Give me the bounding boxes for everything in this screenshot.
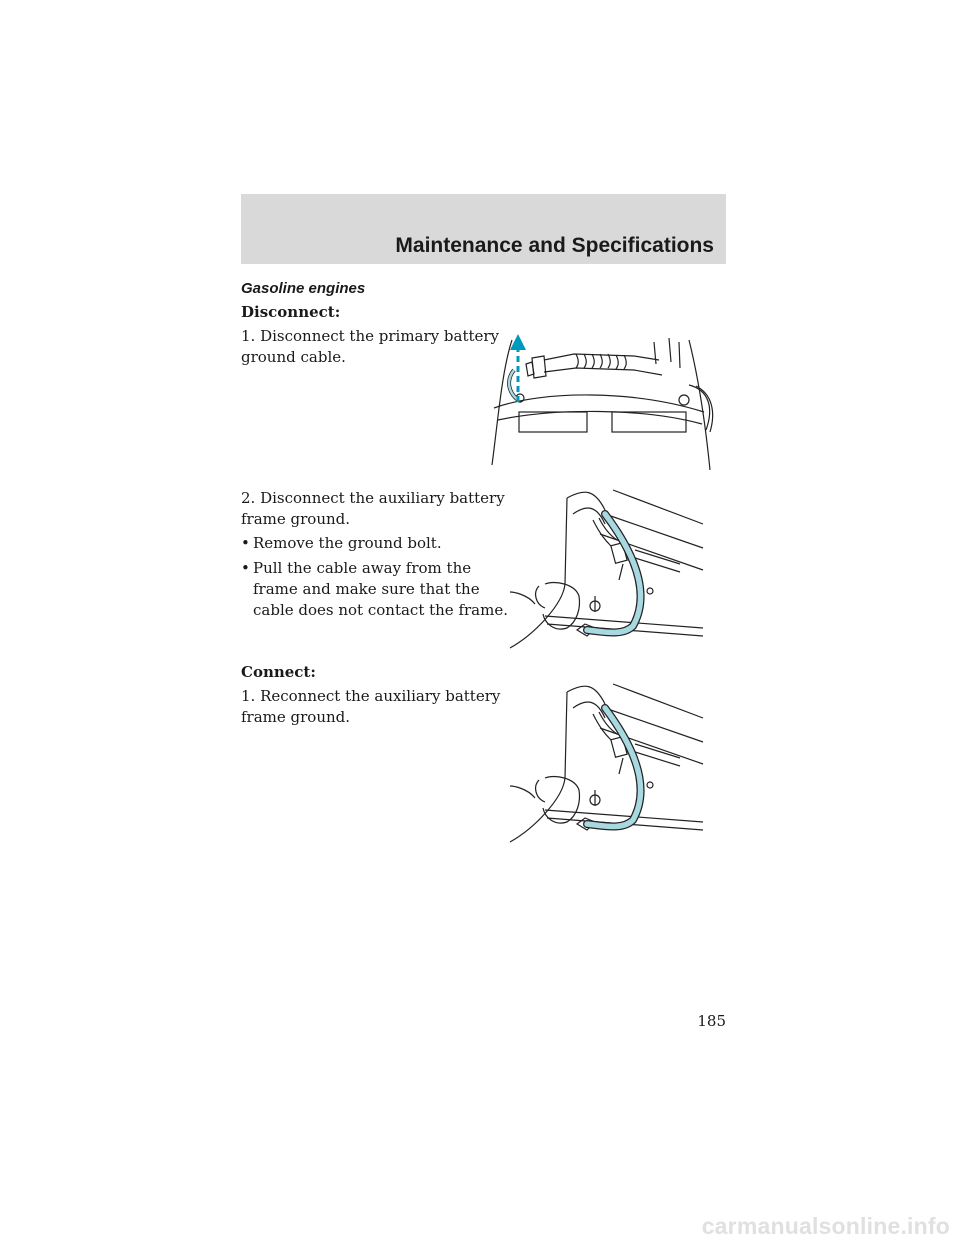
aux-frame-ground-disconnect-illustration [505, 484, 705, 652]
disconnect-step2-line1: 2. Disconnect the auxiliary battery [241, 489, 505, 507]
connect-step1-line2: frame ground. [241, 708, 351, 726]
disconnect-step1-line1: 1. Disconnect the primary battery [241, 327, 500, 345]
disconnect-label: Disconnect: [241, 303, 341, 321]
connect-label: Connect: [241, 663, 316, 681]
bullet-dot: • [241, 559, 250, 577]
watermark [0, 1212, 960, 1242]
bullet-text-line2: frame and make sure that the [253, 580, 480, 598]
page-title: Maintenance and Specifications [395, 234, 714, 257]
battery-ground-cable-illustration [484, 320, 724, 480]
connect-step1-line1: 1. Reconnect the auxiliary battery [241, 687, 501, 705]
bullet-text-line1: Pull the cable away from the [253, 559, 472, 577]
aux-frame-ground-reconnect-illustration [505, 678, 705, 846]
bullet-text-line3: cable does not contact the frame. [253, 601, 508, 619]
disconnect-step1-line2: ground cable. [241, 348, 346, 366]
header-band [241, 194, 726, 264]
page-number: 185 [697, 1012, 726, 1030]
section-heading: Gasoline engines [241, 280, 366, 297]
bullet-dot: • [241, 534, 250, 552]
watermark-text: carmanualsonline.info [701, 1213, 950, 1239]
bullet-text: Remove the ground bolt. [253, 534, 442, 552]
disconnect-step2-line2: frame ground. [241, 510, 351, 528]
